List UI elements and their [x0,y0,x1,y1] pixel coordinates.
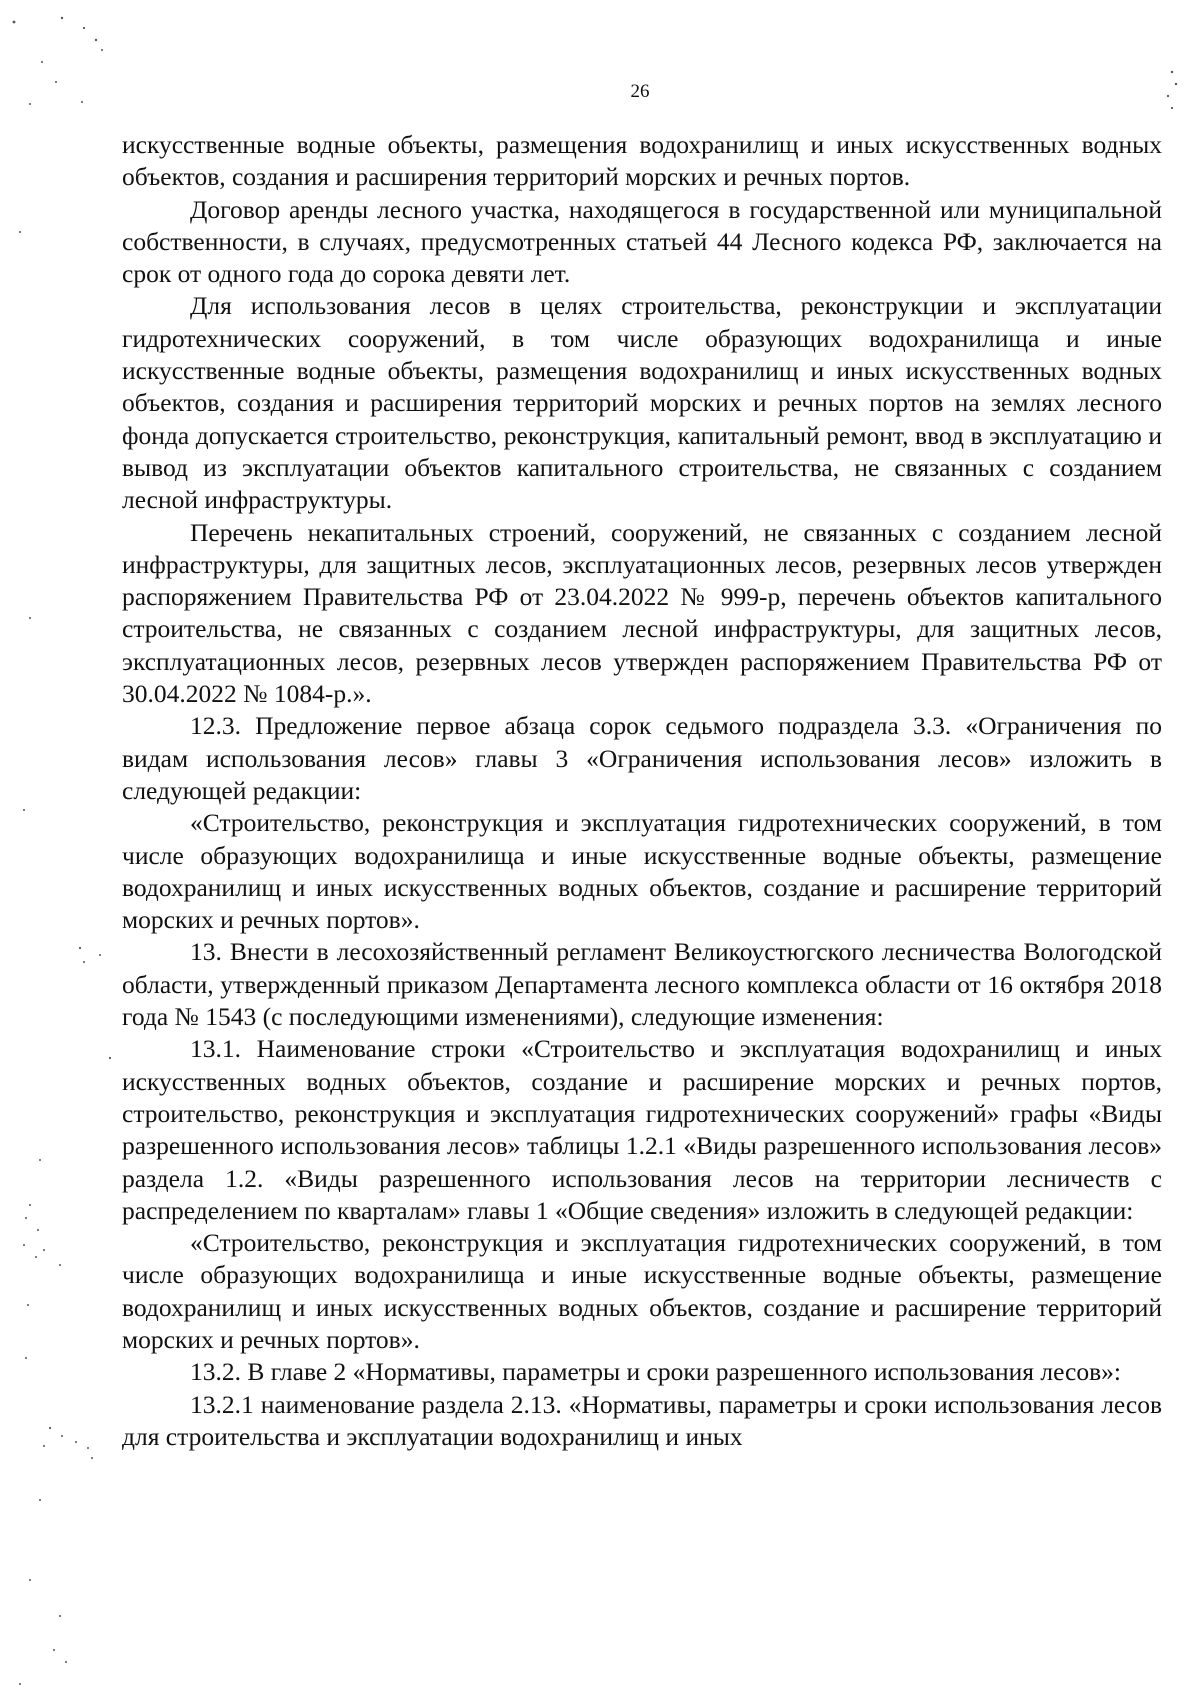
paragraph: Для использования лесов в целях строительства, реконструкции и эксплуатации гидротехнических сооружений, в том числе образующих водохранилища и иные искусственные водные объекты, размещения водохранилищ и иных искусственных водных объектов, создания и расширения территорий морских и речных портов на землях лесного фонда допускается строительство, реконструкция, капитальный ремонт, ввод в эксплуатацию и вывод из эксплуатации объектов капитального строительства, не связанных с созданием лесной инфраструктуры. [122,291,1162,515]
paragraph: Перечень некапитальных строений, сооружений, не связанных с созданием лесной инфраструктуры, для защитных лесов, эксплуатационных лесов, резервных лесов утвержден распоряжением Правительства РФ от 23.04.2022 № 999-р, перечень объектов капитального строительства, не связанных с созданием лесной инфраструктуры, для защитных лесов, эксплуатационных лесов, резервных лесов утвержден распоряжением Правительства РФ от 30.04.2022 № 1084-р.». [122,517,1162,709]
paragraph: 12.3. Предложение первое абзаца сорок седьмого подраздела 3.3. «Ограничения по видам использования лесов» главы 3 «Ограничения использования лесов» изложить в следующей редакции: [122,711,1162,805]
paragraph: «Строительство, реконструкция и эксплуатация гидротехнических сооружений, в том числе образующих водохранилища и иные искусственные водные объекты, размещение водохранилищ и иных искусственных водных объектов, создание и расширение территорий морских и речных портов». [122,808,1162,935]
paragraph: «Строительство, реконструкция и эксплуатация гидротехнических сооружений, в том числе образующих водохранилища и иные искусственные водные объекты, размещение водохранилищ и иных искусственных водных объектов, создание и расширение территорий морских и речных портов». [122,1228,1162,1354]
paragraph: искусственные водные объекты, размещения водохранилищ и иных искусственных водных объектов, создания и расширения территорий морских и речных портов. [122,130,1162,192]
page-number: 26 [630,81,650,102]
document-body [122,129,1162,1453]
paragraph: 13.2.1 наименование раздела 2.13. «Нормативы, параметры и сроки использования лесов для строительства и эксплуатации водохранилищ и иных [122,1389,1162,1451]
paragraph: 13.2. В главе 2 «Нормативы, параметры и сроки разрешенного использования лесов»: [190,1357,1121,1387]
paragraph: Договор аренды лесного участка, находящегося в государственной или муниципальной собственности, в случаях, предусмотренных статьей 44 Лесного кодекса РФ, заключается на срок от одного года до сорока девяти лет. [122,194,1162,289]
paragraph: 13.1. Наименование строки «Строительство и эксплуатация водохранилищ и иных искусственных водных объектов, создание и расширение морских и речных портов, строительство, реконструкция и эксплуатация гидротехнических сооружений» графы «Виды разрешенного использования лесов» таблицы 1.2.1 «Виды разрешенного использования лесов» раздела 1.2. «Виды разрешенного использования лесов на территории лесничеств с распределением по кварталам» главы 1 «Общие сведения» изложить в следующей редакции: [122,1034,1162,1225]
paragraph: 13. Внести в лесохозяйственный регламент Великоустюгского лесничества Вологодской области, утвержденный приказом Департамента лесного комплекса области от 16 октября 2018 года № 1543 (с последующими изменениями), следующие изменения: [122,937,1162,1032]
